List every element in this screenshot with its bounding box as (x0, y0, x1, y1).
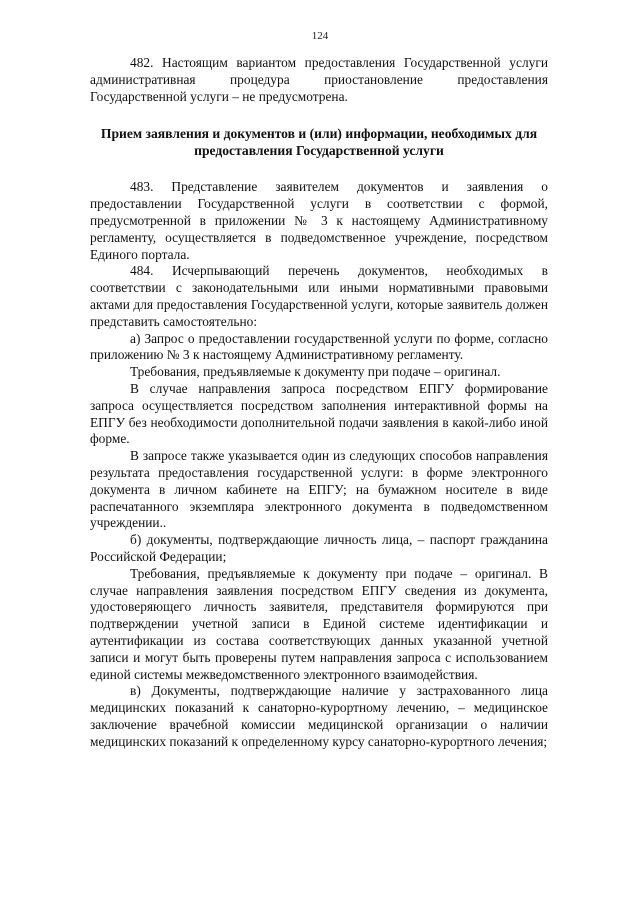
item-a: а) Запрос о предоставлении государственной услуги по форме, согласно приложению № 3 к настоящему Административному регламенту. (90, 330, 548, 363)
item-b: б) документы, подтверждающие личность лица, – паспорт гражданина Российской Федерации; (90, 532, 548, 564)
item-v: в) Документы, подтверждающие наличие у застрахованного лица медицинских показаний к санаторно-курортному лечению, – медицинское заключение врачебной комиссии медицинской организации о наличии медицинских показаний к определенному курсу санаторно-курортного лечения; (90, 683, 548, 749)
paragraph-483: 483. Представление заявителем документов и заявления о предоставлении Государственной услуги в соответствии с формой, предусмотренной в приложении № 3 к настоящему Административному регламенту, осуществляется в подведомственное учреждение, посредством Единого портала. (90, 179, 548, 262)
page-number: 124 (311, 30, 329, 42)
document-body (90, 55, 548, 750)
section-heading: Прием заявления и документов и (или) информации, необходимых для предоставления Государственной услуги (100, 126, 538, 159)
result-delivery-paragraph: В запросе также указывается один из следующих способов направления результата предоставления государственной услуги: в форме электронного документа в личном кабинете на ЕПГУ; на бумажном носителе в виде распечатанного экземпляра электронного документа в подведомственном учреждении.. (90, 448, 548, 531)
paragraph-484: 484. Исчерпывающий перечень документов, необходимых в соответствии с законодательными или иными нормативными правовыми актами для предоставления Государственной услуги, которые заявитель должен представить самостоятельно: (90, 263, 548, 329)
epgu-request-paragraph: В случае направления запроса посредством ЕПГУ формирование запроса осуществляется посредством заполнения интерактивной формы на ЕПГУ без необходимости дополнительной подачи заявления в какой-либо иной форме. (90, 380, 548, 447)
requirement-original-2: Требования, предъявляемые к документу при подаче – оригинал. В случае направления заявления посредством ЕПГУ сведения из документа, удостоверяющего личность заявителя, представителя формируются при подтверждении учетной записи в Единой системе идентификации и аутентификации из состава соответствующих данных указанной учетной записи и могут быть проверены путем направления запроса с использованием единой системы межведомственного электронного взаимодействия. (90, 565, 548, 682)
paragraph-482: 482. Настоящим вариантом предоставления Государственной услуги административная процедура приостановление предоставления Государственной услуги – не предусмотрена. (90, 55, 548, 104)
requirement-original-1: Требования, предъявляемые к документу при подаче – оригинал. (130, 364, 501, 380)
